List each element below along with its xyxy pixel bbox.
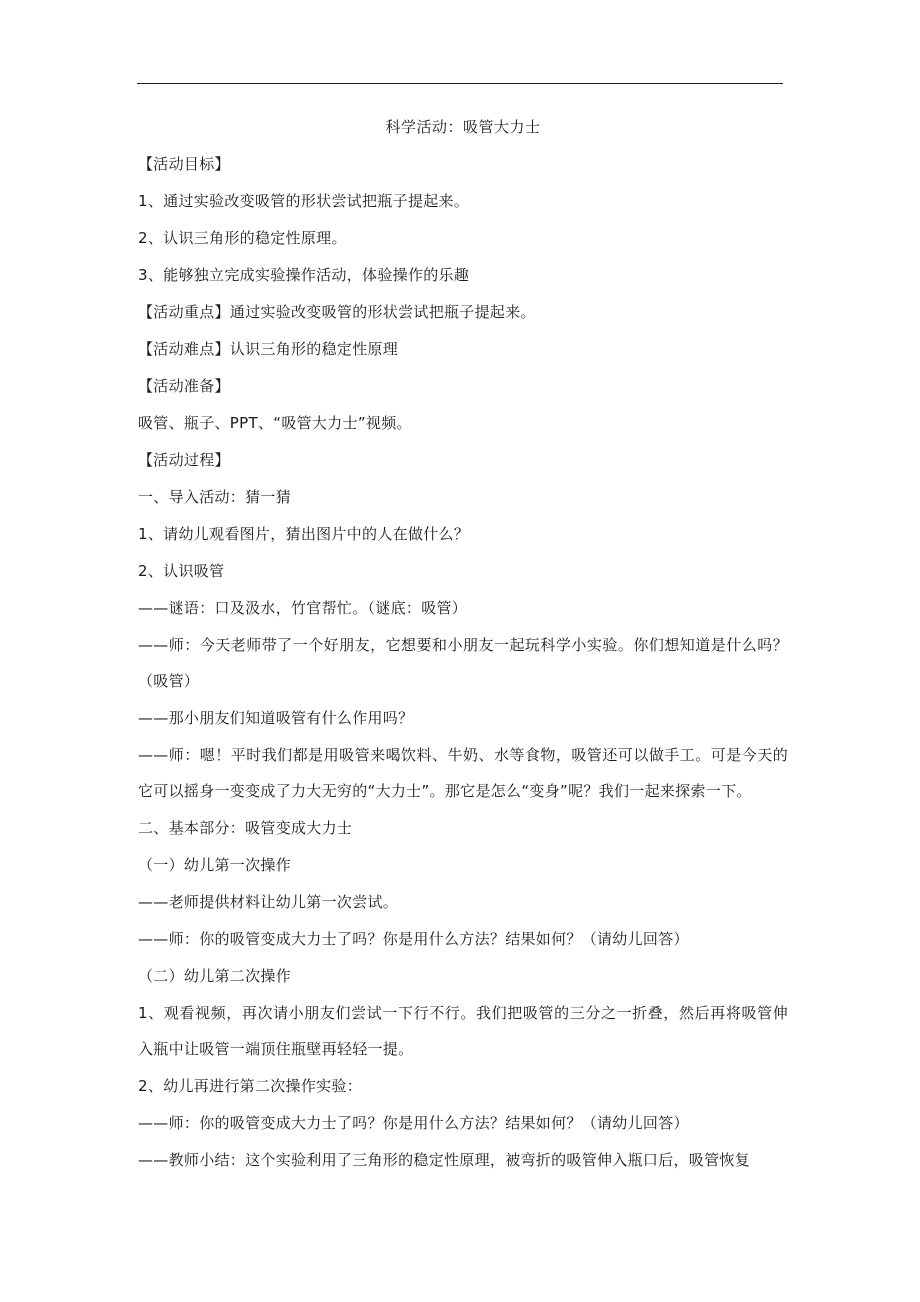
section-heading-goals: 【活动目标】 bbox=[138, 155, 230, 173]
goal-item-3: 3、能够独立完成实验操作活动，体验操作的乐趣 bbox=[138, 266, 470, 284]
process-part-2-heading: 二、基本部分：吸管变成大力士 bbox=[138, 819, 353, 837]
process-step: 2、认识吸管 bbox=[138, 562, 225, 580]
dialogue-line: ——教师小结：这个实验利用了三角形的稳定性原理，被弯折的吸管伸入瓶口后，吸管恢复 bbox=[138, 1151, 751, 1169]
document-body bbox=[138, 115, 788, 1185]
dialogue-line: ——师：今天老师带了一个好朋友，它想要和小朋友一起玩科学小实验。你们想知道是什么吗？（吸管） bbox=[138, 636, 788, 690]
header-rule bbox=[137, 83, 783, 84]
dialogue-line: ——师：嗯！平时我们都是用吸管来喝饮料、牛奶、水等食物，吸管还可以做手工。可是今天的它可以摇身一变变成了力大无穷的“大力士”。那它是怎么“变身”呢？我们一起来探索一下。 bbox=[138, 746, 788, 800]
document-title: 科学活动：吸管大力士 bbox=[385, 118, 541, 136]
sub-heading-second-operation: （二）幼儿第二次操作 bbox=[138, 967, 292, 985]
dialogue-line: ——师：你的吸管变成大力士了吗？你是用什么方法？结果如何？（请幼儿回答） bbox=[138, 1114, 689, 1132]
process-part-1-heading: 一、导入活动：猜一猜 bbox=[138, 488, 292, 506]
key-point: 【活动重点】通过实验改变吸管的形状尝试把瓶子提起来。 bbox=[138, 303, 536, 321]
goal-item-1: 1、通过实验改变吸管的形状尝试把瓶子提起来。 bbox=[138, 192, 470, 210]
dialogue-line: ——谜语：口及汲水，竹官帮忙。（谜底：吸管） bbox=[138, 599, 468, 617]
process-step: 1、观看视频，再次请小朋友们尝试一下行不行。我们把吸管的三分之一折叠，然后再将吸管伸入瓶中让吸管一端顶住瓶壁再轻轻一提。 bbox=[138, 1004, 788, 1058]
preparation-materials: 吸管、瓶子、PPT、“吸管大力士”视频。 bbox=[138, 414, 412, 432]
goal-item-2: 2、认识三角形的稳定性原理。 bbox=[138, 229, 347, 247]
section-heading-process: 【活动过程】 bbox=[138, 451, 230, 469]
dialogue-line: ——那小朋友们知道吸管有什么作用吗？ bbox=[138, 709, 414, 727]
section-heading-preparation: 【活动准备】 bbox=[138, 377, 230, 395]
difficult-point: 【活动难点】认识三角形的稳定性原理 bbox=[138, 340, 399, 358]
sub-heading-first-operation: （一）幼儿第一次操作 bbox=[138, 856, 292, 874]
dialogue-line: ——师：你的吸管变成大力士了吗？你是用什么方法？结果如何？（请幼儿回答） bbox=[138, 930, 689, 948]
process-step: 1、请幼儿观看图片，猜出图片中的人在做什么？ bbox=[138, 525, 470, 543]
process-step: 2、幼儿再进行第二次操作实验： bbox=[138, 1077, 363, 1095]
dialogue-line: ——老师提供材料让幼儿第一次尝试。 bbox=[138, 893, 399, 911]
